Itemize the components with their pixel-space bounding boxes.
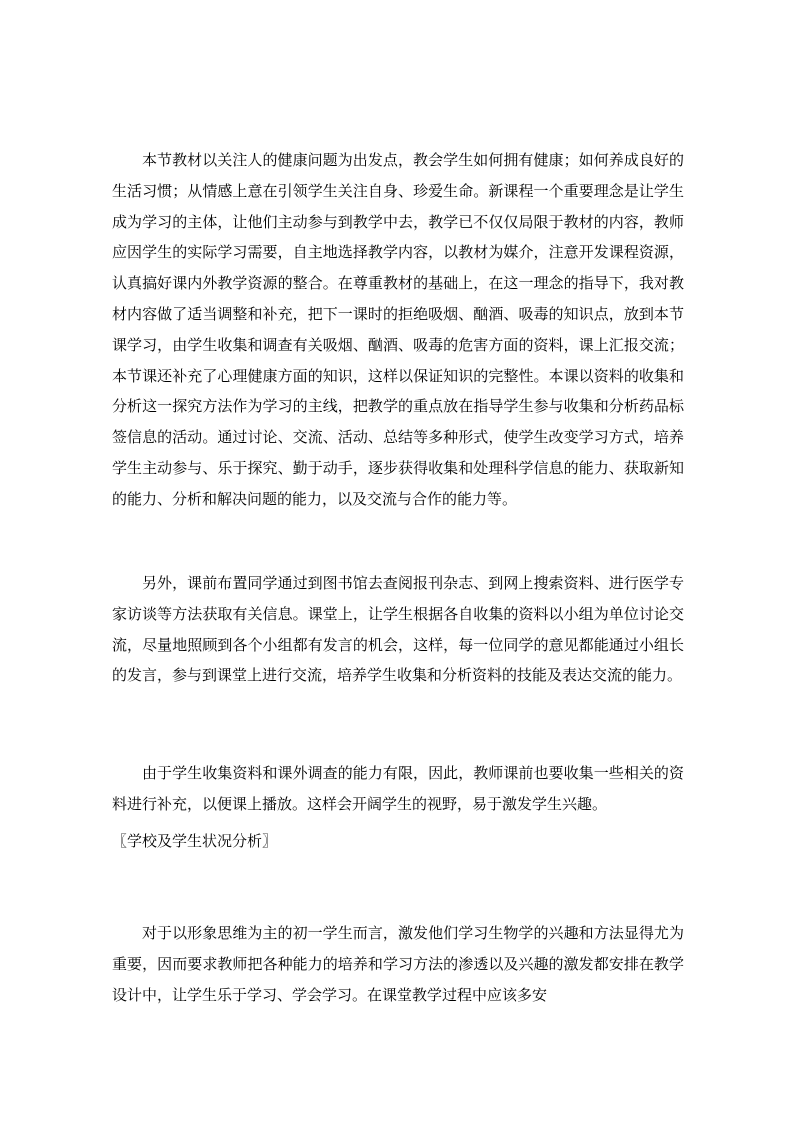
paragraph-student-analysis: 对于以形象思维为主的初一学生而言，激发他们学习生物学的兴趣和方法显得尤为重要，因而要求教师把各种能力的培养和学习方法的渗透以及兴趣的激发都安排在教学设计中，让学生乐于学习、学会学习。在课堂教学过程中应该多安 xyxy=(112,924,684,1004)
paragraph-teacher-supplement: 由于学生收集资料和课外调查的能力有限，因此，教师课前也要收集一些相关的资料进行补充，以便课上播放。这样会开阔学生的视野，易于激发学生兴趣。 xyxy=(112,764,684,813)
paragraph-information-collection: 另外，课前布置同学通过到图书馆去查阅报刊杂志、到网上搜索资料、进行医学专家访谈等方法获取有关信息。课堂上，让学生根据各自收集的资料以小组为单位讨论交流，尽量地照顾到各个小组都有发言的机会，这样，每一位同学的意见都能通过小组长的发言，参与到课堂上进行交流，培养学生收集和分析资料的技能及表达交流的能力。 xyxy=(112,574,684,685)
paragraph-textbook-analysis: 本节教材以关注人的健康问题为出发点，教会学生如何拥有健康；如何养成良好的生活习惯；从情感上意在引领学生关注自身、珍爱生命。新课程一个重要理念是让学生成为学习的主体，让他们主动参与到教学中去，教学已不仅仅局限于教材的内容，教师应因学生的实际学习需要，自主地选择教学内容，以教材为媒介，注意开发课程资源，认真搞好课内外教学资源的整合。在尊重教材的基础上，在这一理念的指导下，我对教材内容做了适当调整和补充，把下一课时的拒绝吸烟、酗酒、吸毒的知识点，放到本节课学习，由学生收集和调查有关吸烟、酗酒、吸毒的危害方面的资料，课上汇报交流；本节课还补充了心理健康方面的知识，这样以保证知识的完整性。本课以资料的收集和分析这一探究方法作为学习的主线，把教学的重点放在指导学生参与收集和分析药品标签信息的活动。通过讨论、交流、活动、总结等多种形式，使学生改变学习方式，培养学生主动参与、乐于探究、勤于动手，逐步获得收集和处理科学信息的能力、获取新知的能力、分析和解决问题的能力，以及交流与合作的能力等。 xyxy=(112,151,684,508)
section-heading: 〖学校及学生状况分析〗 xyxy=(112,832,278,850)
